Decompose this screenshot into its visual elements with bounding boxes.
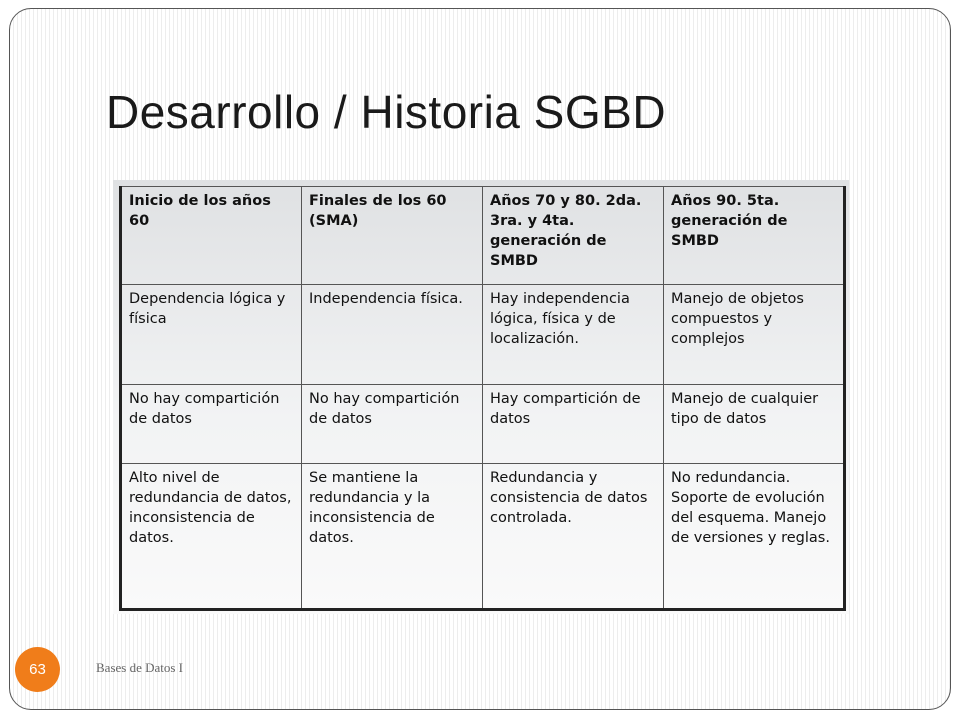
table-row [121, 384, 845, 463]
table-cell: No hay compartición de datos [121, 384, 302, 463]
table-cell: Manejo de cualquier tipo de datos [664, 384, 845, 463]
table-cell: No hay compartición de datos [302, 384, 483, 463]
table-image-frame [113, 180, 849, 614]
table-cell: Alto nivel de redundancia de datos, inconsistencia de datos. [121, 464, 302, 610]
slide-footer: Bases de Datos I [96, 660, 184, 675]
table-cell: Independencia física. [302, 285, 483, 384]
table-header-cell: Años 90. 5ta. generación de SMBD [664, 187, 845, 285]
table-cell: Manejo de objetos compuestos y complejos [664, 285, 845, 384]
history-table [119, 186, 846, 611]
page-number-badge: 63 [15, 647, 60, 692]
table-header-cell: Inicio de los años 60 [121, 187, 302, 285]
table-row [121, 285, 845, 384]
table-header-cell: Años 70 y 80. 2da. 3ra. y 4ta. generación de SMBD [483, 187, 664, 285]
slide-title: Desarrollo / Historia SGBD [106, 86, 667, 138]
table-cell: Dependencia lógica y física [121, 285, 302, 384]
table-header-row [121, 187, 845, 285]
table-cell: No redundancia. Soporte de evolución del esquema. Manejo de versiones y reglas. [664, 464, 845, 610]
table-header-cell: Finales de los 60 (SMA) [302, 187, 483, 285]
table-cell: Redundancia y consistencia de datos controlada. [483, 464, 664, 610]
table-row [121, 464, 845, 610]
slide [9, 8, 951, 710]
table-cell: Hay compartición de datos [483, 384, 664, 463]
table-cell: Se mantiene la redundancia y la inconsistencia de datos. [302, 464, 483, 610]
table-cell: Hay independencia lógica, física y de localización. [483, 285, 664, 384]
